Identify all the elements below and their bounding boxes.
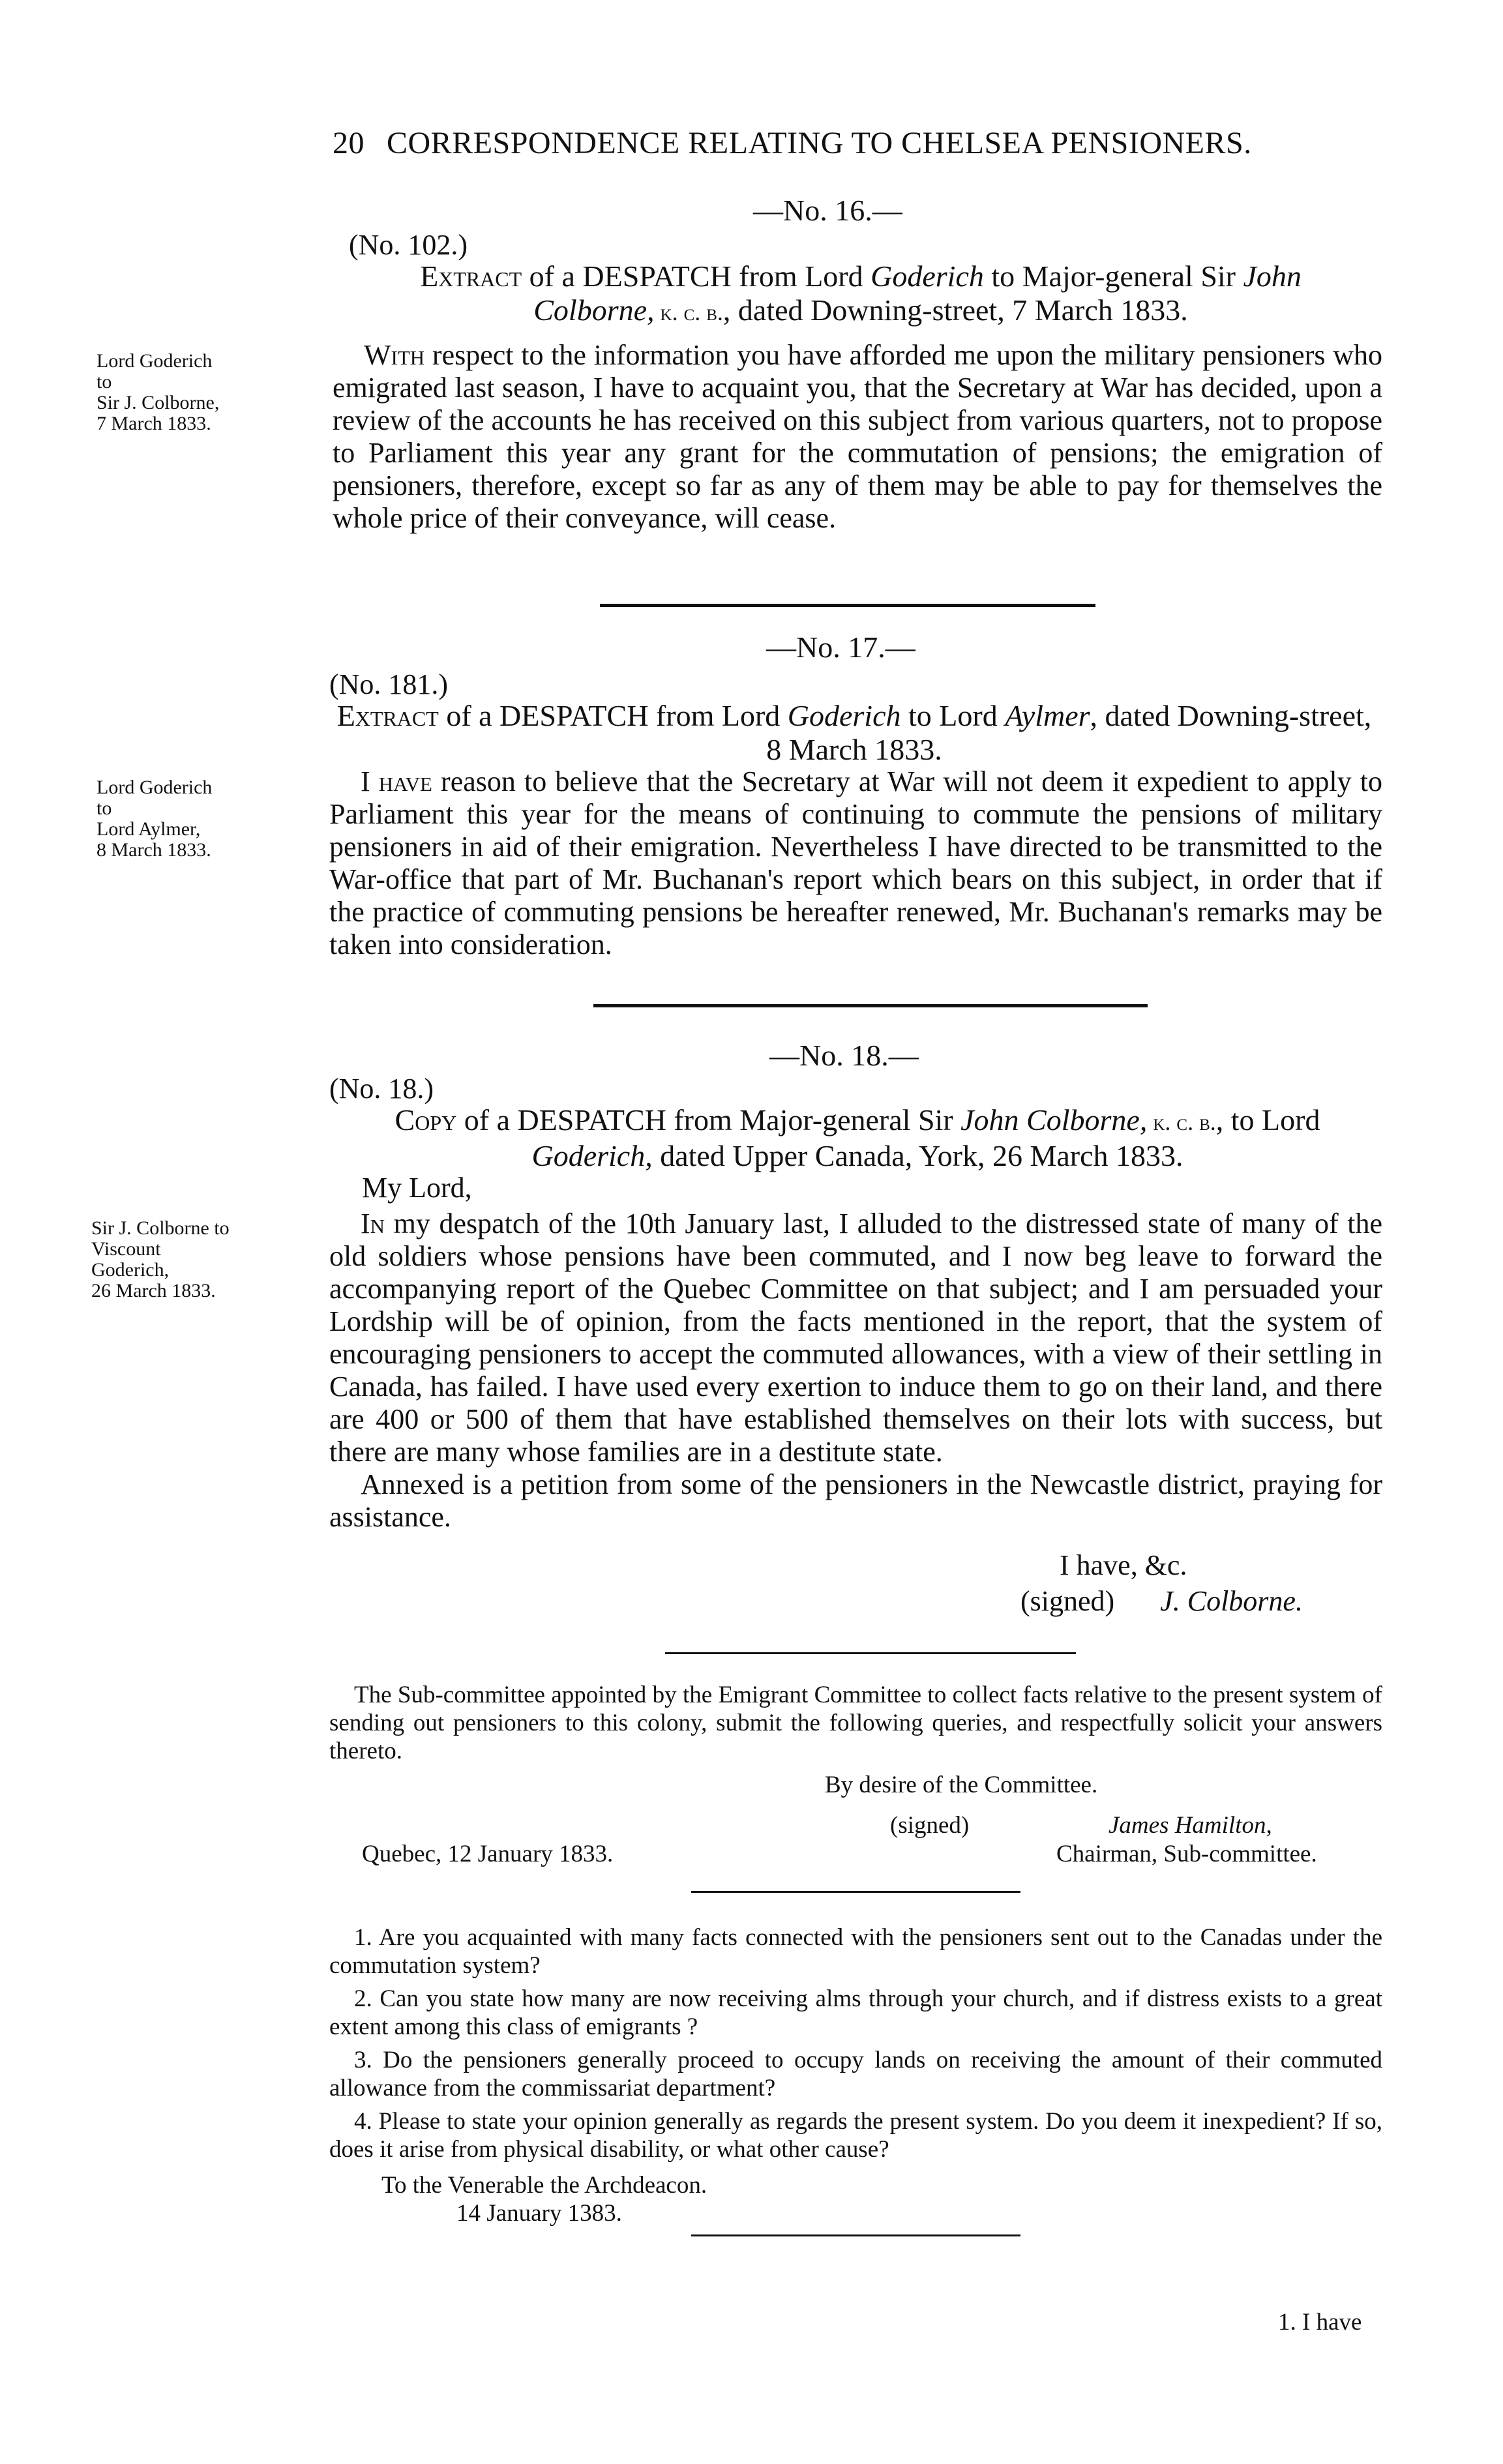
- doc17-ref: (No. 181.): [329, 668, 449, 700]
- doc17-number: —No. 17.—: [766, 631, 915, 664]
- doc18-closing: I have, &c.: [1060, 1549, 1187, 1581]
- query-item: 1. Are you acquainted with many facts connected with the pensioners sent out to the Canadas under the commutation system?: [329, 1924, 1382, 1979]
- addressee-date: 14 January 1383.: [456, 2200, 622, 2227]
- section-divider: [691, 1891, 1020, 1893]
- doc16-number: —No. 16.—: [753, 194, 902, 227]
- doc17-body: I have reason to believe that the Secretary at War will not deem it expedient to apply to Parliament this year for the means of continuing to commute the pensions of military pensioners in aid of their emigration. Nevertheless I have directed to be transmitted to the War-office that part of Mr. Buchanan's report which bears on this subject, in order that if the practice of commuting pensions be hereafter renewed, Mr. Buchanan's remarks may be taken into consideration.: [329, 765, 1382, 960]
- subcommittee-place-date: Quebec, 12 January 1833.: [362, 1841, 614, 1867]
- doc18-ref: (No. 18.): [329, 1073, 434, 1105]
- doc17-title: Extract of a DESPATCH from Lord Goderich to Lord Aylmer, dated Downing-street, 8 March 1833.: [336, 699, 1372, 766]
- page-number: 20: [333, 126, 365, 160]
- doc18-body: In my despatch of the 10th January last, I alluded to the distressed state of many of the old soldiers whose pensions have been commuted, and I now beg leave to forward the accompanying report of the Quebec Committee on that subject; and I am persuaded your Lordship will be of opinion, from the facts mentioned in the report, that the system of encouraging pensioners to accept the commuted allowances, with a view of their settling in Canada, has failed. I have used every exertion to induce them to go on their land, and there are 400 or 500 of them that have established themselves on their lots with success, but there are many whose families are in a destitute state. Annexed is a petition from some of the pensioners in the Newcastle district, praying for assistance.: [329, 1208, 1382, 1533]
- running-header: [333, 125, 1376, 161]
- subcommittee-text: The Sub-committee appointed by the Emigrant Committee to collect facts relative to the present system of sending out pensioners to this colony, submit the following queries, and respectfully solicit your answers thereto.: [329, 1682, 1382, 1764]
- header-title: CORRESPONDENCE RELATING TO CHELSEA PENSIONERS.: [387, 126, 1252, 160]
- section-divider: [593, 1004, 1148, 1007]
- section-divider: [600, 604, 1095, 607]
- doc18-signed: (signed) J. Colborne.: [1020, 1585, 1303, 1617]
- doc16-body: With respect to the information you have afforded me upon the military pensioners who emigrated last season, I have to acquaint you, that the Secretary at War has decided, upon a review of the accounts he has received on this subject from various quarters, not to propose to Parliament this year any grant for the commutation of pensions; the emigration of pensioners, therefore, except so far as any of them may be able to pay for themselves the whole price of their conveyance, will cease.: [333, 339, 1382, 534]
- subcommittee-by-desire: By desire of the Committee.: [825, 1772, 1098, 1798]
- query-item: 4. Please to state your opinion generally as regards the present system. Do you deem it inexpedient? If so, does it arise from physical disability, or what other cause?: [329, 2108, 1382, 2163]
- doc18-title: Copy of a DESPATCH from Major-general Sir John Colborne, k. c. b., to Lord Goderich, dated Upper Canada, York, 26 March 1833.: [394, 1103, 1320, 1172]
- doc18-number: —No. 18.—: [769, 1039, 919, 1072]
- subcommittee-signatory: James Hamilton,: [1109, 1812, 1272, 1839]
- catchword: 1. I have: [1278, 2309, 1362, 2336]
- doc17-marginal-note: Lord Goderich to Lord Aylmer, 8 March 1833.: [97, 777, 213, 861]
- query-item: 3. Do the pensioners generally proceed to occupy lands on receiving the amount of their commuted allowance from the commissariat department?: [329, 2047, 1382, 2101]
- doc18-marginal-note: Sir J. Colborne to Viscount Goderich, 26 March 1833.: [91, 1217, 230, 1301]
- section-divider: [665, 1652, 1076, 1654]
- subcommittee-role: Chairman, Sub-committee.: [1056, 1841, 1317, 1867]
- queries-list: [329, 1923, 1382, 2169]
- doc16-title: Extract of a DESPATCH from Lord Goderich to Major-general Sir John Colborne, k. c. b., dated Downing-street, 7 March 1833.: [420, 260, 1302, 327]
- doc16-marginal-note: Lord Goderich to Sir J. Colborne, 7 March 1833.: [97, 350, 220, 434]
- subcommittee-signed: (signed): [890, 1812, 970, 1839]
- doc18-salutation: My Lord,: [362, 1172, 472, 1204]
- query-item: 2. Can you state how many are now receiving alms through your church, and if distress exists to a great extent among this class of emigrants ?: [329, 1985, 1382, 2040]
- addressee: To the Venerable the Archdeacon.: [381, 2172, 707, 2199]
- section-divider: [691, 2234, 1020, 2236]
- doc16-ref: (No. 102.): [349, 229, 468, 261]
